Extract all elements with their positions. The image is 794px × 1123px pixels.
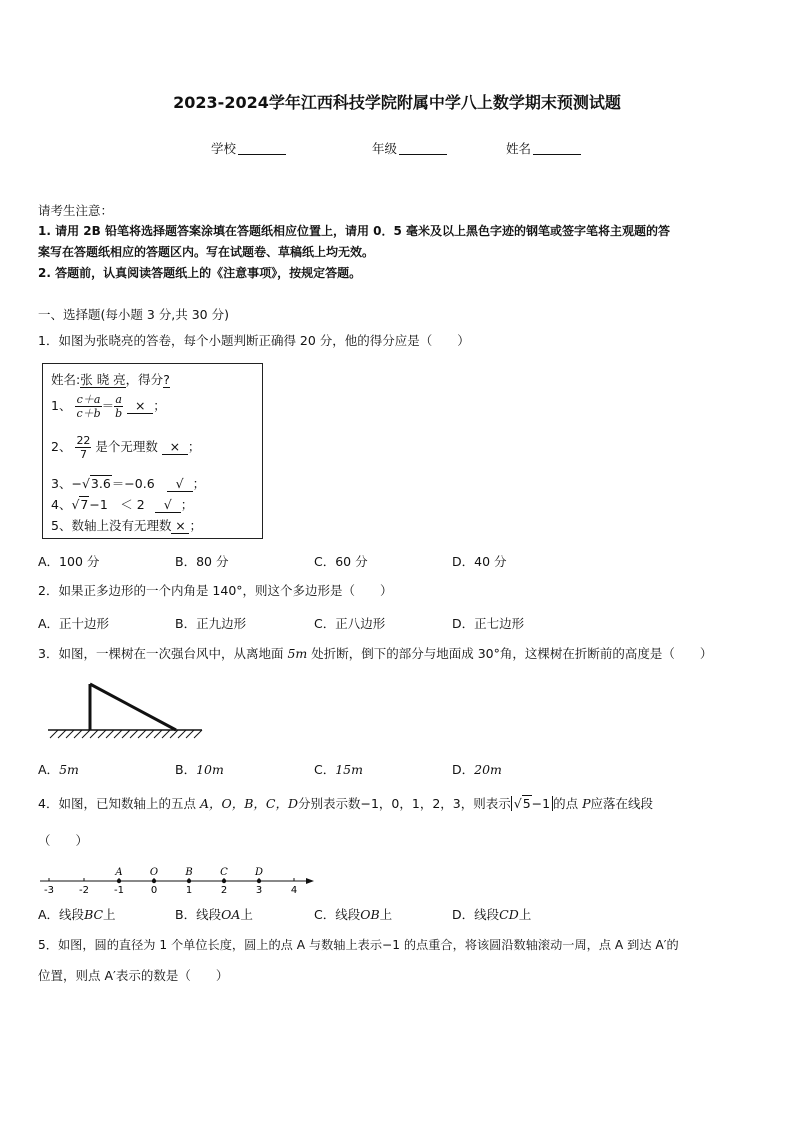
card-item-2-mark: ×	[162, 439, 188, 455]
q3-option-a[interactable]: A．5m	[38, 762, 79, 777]
axis-point-label: B	[185, 867, 193, 878]
card-name-line	[51, 370, 170, 388]
axis-point-label: C	[220, 867, 228, 878]
notice-heading: 请考生注意：	[38, 203, 114, 218]
axis-point-label: O	[149, 867, 159, 878]
axis-tick-label: -3	[44, 885, 54, 896]
notice-item-1: 1. 请用 2B 铅笔将选择题答案涂填在答题纸相应位置上，请用 0．5 毫米及以上黑色字迹的钢笔或签字笔将主观题的答	[38, 224, 670, 238]
q2-option-a[interactable]: A．正十边形	[38, 616, 110, 631]
grade-blank	[399, 142, 447, 155]
axis-point-label: A	[115, 867, 123, 878]
grade-label: 年级	[372, 141, 398, 156]
axis-point-label: D	[254, 867, 264, 878]
card-score-value: ?	[163, 372, 170, 387]
question-3-text: 3．如图，一棵树在一次强台风中，从离地面 5m 处折断，倒下的部分与地面成 30°角，这棵树在折断前的高度是（ ）	[38, 646, 713, 661]
card-item-4-prefix: 4、	[51, 497, 72, 512]
q3-option-b[interactable]: B．10m	[175, 762, 224, 777]
card-item-2-text: 是个无理数	[95, 439, 158, 454]
card-item-2-prefix: 2、	[51, 439, 72, 454]
q3-option-c[interactable]: C．15m	[314, 762, 363, 777]
question-1-text: 1．如图为张晓亮的答卷，每个小题判断正确得 20 分，他的得分应是（ ）	[38, 333, 470, 348]
card-item-1-prefix: 1、	[51, 398, 72, 413]
answer-card	[42, 363, 263, 539]
card-item-4-radicand: 7	[80, 497, 89, 512]
axis-point-d	[257, 879, 261, 883]
q2-option-b[interactable]: B．正九边形	[175, 616, 247, 631]
card-item-4-rest: −1 ＜ 2	[89, 497, 145, 512]
axis-tick-label: 0	[150, 885, 158, 896]
axis-tick-label: 4	[290, 885, 298, 896]
q4-option-b[interactable]: B．线段OA上	[175, 907, 253, 922]
question-2-text: 2．如果正多边形的一个内角是 140°，则这个多边形是（ ）	[38, 583, 393, 598]
card-item-4-mark: √	[155, 497, 181, 513]
ground-hatch	[50, 730, 202, 738]
card-name-value: 张 晓 亮	[80, 372, 126, 387]
section-heading: 一、选择题(每小题 3 分,共 30 分)	[38, 307, 229, 322]
question-5-line-1: 5．如图，圆的直径为 1 个单位长度，圆上的点 A 与数轴上表示−1 的点重合，将该圆沿数轴滚动一周，点 A 到达 A′的	[38, 938, 679, 952]
axis-point-a	[117, 879, 121, 883]
number-line	[36, 860, 326, 898]
grade-field	[372, 140, 447, 158]
abs-expression: √5−1	[511, 796, 553, 811]
axis-arrow	[306, 878, 314, 884]
axis-tick-label: 3	[255, 885, 263, 896]
name-label: 姓名	[506, 141, 532, 156]
page-title: 2023-2024学年江西科技学院附属中学八上数学期末预测试题	[173, 93, 621, 112]
card-item-1-eq: ＝	[101, 398, 115, 413]
notice-item-1-cont: 案写在答题纸相应的答题区内。写在试题卷、草稿纸上均无效。	[38, 245, 375, 259]
q1-option-b[interactable]: B．80 分	[175, 554, 229, 569]
card-item-1: 1、 $\frac{c+a}{c+b}$ ＝ $\frac{a}{b}$ × ；	[51, 393, 166, 420]
card-item-3-radicand: 3.6	[90, 476, 111, 491]
card-item-3-mark: √	[167, 476, 193, 492]
axis-point-o	[152, 879, 156, 883]
question-4-paren: （ ）	[38, 833, 89, 848]
q4-option-d[interactable]: D．线段CD上	[452, 907, 532, 922]
axis-tick-label: -1	[114, 885, 124, 896]
name-field	[506, 140, 581, 158]
q2-option-d[interactable]: D．正七边形	[452, 616, 525, 631]
card-item-1-frac-right: $\frac{a}{b}$	[115, 393, 123, 420]
axis-tick-label: -2	[79, 885, 89, 896]
q1-option-c[interactable]: C．60 分	[314, 554, 368, 569]
school-label: 学校	[211, 141, 237, 156]
school-field	[211, 140, 286, 158]
card-item-3: 3、−√3.6＝−0.6 √ ；	[51, 476, 206, 491]
question-5-line-2: 位置，则点 A′表示的数是（ ）	[38, 968, 229, 983]
card-item-3-rest: ＝−0.6	[111, 476, 155, 491]
q4-option-c[interactable]: C．线段OB上	[314, 907, 393, 922]
q1-option-d[interactable]: D．40 分	[452, 554, 507, 569]
card-item-2: 2、 $\frac{22}{7}$ 是个无理数 × ；	[51, 434, 201, 461]
axis-tick-label: 1	[185, 885, 193, 896]
card-name-label: 姓名:	[51, 372, 81, 387]
card-item-5-mark: ×	[171, 518, 189, 534]
tree-figure	[44, 680, 204, 742]
name-blank	[533, 142, 581, 155]
card-item-5: 5、数轴上没有无理数 × ；	[51, 518, 202, 533]
axis-point-c	[222, 879, 226, 883]
card-item-1-mark: ×	[127, 398, 153, 414]
card-item-5-text: 5、数轴上没有无理数	[51, 518, 172, 533]
school-blank	[238, 142, 286, 155]
q2-option-c[interactable]: C．正八边形	[314, 616, 386, 631]
q3-option-d[interactable]: D．20m	[452, 762, 502, 777]
q1-option-a[interactable]: A．100 分	[38, 554, 100, 569]
card-item-2-frac: $\frac{22}{7}$	[76, 434, 91, 461]
card-item-4: 4、√7−1 ＜ 2 √ ；	[51, 497, 194, 512]
question-4-text: 4．如图，已知数轴上的五点 A，O，B，C，D分别表示数−1，0，1，2，3，则表示 √5−1 的点 P应落在线段	[38, 796, 654, 811]
axis-tick-label: 2	[220, 885, 228, 896]
card-item-1-frac-left: $\frac{c+a}{c+b}$	[76, 393, 101, 420]
card-item-3-prefix: 3、	[51, 476, 72, 491]
tree-fallen-part	[90, 684, 176, 730]
q4-option-a[interactable]: A．线段BC上	[38, 907, 116, 922]
axis-point-b	[187, 879, 191, 883]
card-score-label: ，得分	[125, 372, 164, 387]
notice-item-2: 2. 答题前，认真阅读答题纸上的《注意事项》，按规定答题。	[38, 266, 362, 280]
